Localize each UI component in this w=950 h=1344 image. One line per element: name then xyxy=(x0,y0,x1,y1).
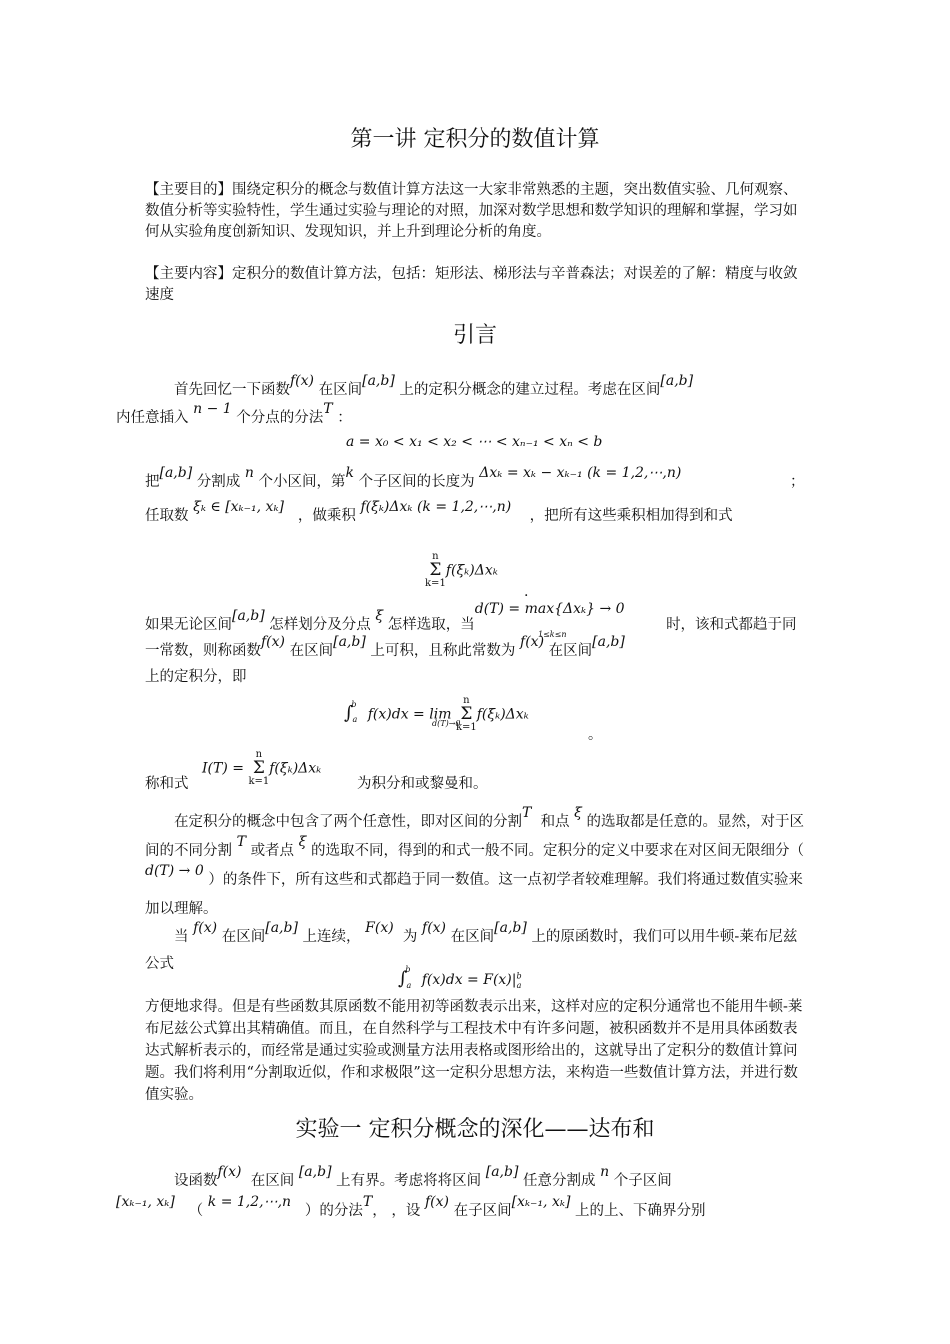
content-text: 定积分的数值计算方法，包括：矩形法、梯形法与辛普森法；对误差的了解：精度与收敛速度 xyxy=(145,266,798,303)
math-ab: [a,b] xyxy=(362,373,395,389)
math-fx: f(x) xyxy=(520,634,545,650)
math-T: T xyxy=(362,1194,373,1210)
math-dT-to-0: d(T) → 0 xyxy=(145,863,204,879)
math-k-range: k = 1,2,⋯,n xyxy=(207,1194,292,1210)
math-ab: [a,b] xyxy=(485,1164,519,1180)
content-paragraph xyxy=(145,264,807,306)
math-T: T xyxy=(236,834,246,850)
math-ab: [a,b] xyxy=(333,634,366,650)
math-fx: f(x) xyxy=(193,920,218,936)
math-ab: [a,b] xyxy=(265,920,298,936)
math-fx: f(x) xyxy=(217,1164,242,1180)
math-ab: [a,b] xyxy=(494,920,527,936)
experiment-1-heading: 实验一 定积分概念的深化——达布和 xyxy=(295,1117,655,1142)
math-T: T xyxy=(522,805,532,821)
math-xi-k: ξ xyxy=(375,608,384,624)
math-dT-max: d(T) = max{Δxₖ} → 0 xyxy=(474,601,625,617)
purpose-label: 【主要目的】 xyxy=(145,182,232,198)
integral-definition-formula: ∫$^b_a$ f(x)dx = lim n Σ k=1f(ξₖ)Δxₖ xyxy=(344,695,529,733)
newton-leibniz-formula: ∫$^b_a$ $f(x)dx = F(x)|^b_a$ xyxy=(398,965,522,990)
intro-paragraph-4: 如果无论区间[a,b] 怎样划分及分点 ξ 怎样选取，当d(T) = max{Δxₖ} → 0 时，该和式都趋于同一常数，则称函数f(x) 在区间[a,b] 上可积，且称此常数为 f(x) 在区间[a,b] 上的定积分，即 xyxy=(145,601,797,685)
period-mark: . xyxy=(524,584,529,600)
content-label: 【主要内容】 xyxy=(145,266,232,282)
riemann-sum-formula: n Σ k=1f(ξₖ)Δxₖ xyxy=(425,551,498,589)
math-n: n xyxy=(600,1164,610,1180)
experiment-1-paragraph: 设函数f(x) 在区间 [a,b] 上有界。考虑将将区间 [a,b] 任意分割成 n 个子区间 [xₖ₋₁, xₖ] （ k = 1,2,⋯,n ）的分法T， ，设 f(x) 在子区间[xₖ₋₁, xₖ] 上的上、下确界分别 xyxy=(116,1164,706,1219)
riemann-sum-IT: I(T) = n Σ k=1f(ξₖ)Δxₖ xyxy=(202,749,322,787)
math-n-minus-1: n − 1 xyxy=(193,401,232,417)
intro-heading: 引言 xyxy=(452,323,497,348)
intro-paragraph-3: 任取数 ξₖ ∈ [xₖ₋₁, xₖ] ，做乘积 f(ξₖ)Δxₖ (k = 1,2,⋯,n) ，把所有这些乘积相加得到和式 xyxy=(145,499,733,524)
math-T: T xyxy=(323,401,333,417)
lim-subscript: d(T)→0 xyxy=(432,719,461,728)
math-fx: f(x) xyxy=(422,920,447,936)
math-xi-in: ξₖ ∈ [xₖ₋₁, xₖ] xyxy=(193,499,285,515)
math-product: f(ξₖ)Δxₖ (k = 1,2,⋯,n) xyxy=(360,499,512,515)
intro-paragraph-1: 首先回忆一下函数f(x) 在区间[a,b] 上的定积分概念的建立过程。考虑在区间[a,b] 内任意插入 n − 1 个分点的分法T ： xyxy=(116,373,694,426)
intro-paragraph-5: 称和式 为积分和或黎曼和。 xyxy=(145,776,488,792)
circle-period: 。 xyxy=(588,727,602,743)
math-k: k xyxy=(345,465,355,481)
math-ab: [a,b] xyxy=(159,465,193,481)
intro-paragraph-6: 在定积分的概念中包含了两个任意性，即对区间的分割T 和点 ξ 的选取都是任意的。显然，对于区间的不同分割 T 或者点 ξ 的选取不同，得到的和式一般不同。定积分的定义中要求在对区间无限细分（ d(T) → 0 ）的条件下，所有这些和式都趋于同一数值。这一点初学者较难理解。我们将通过数值实验来加以理解。 xyxy=(145,805,804,917)
page-title: 第一讲 定积分的数值计算 xyxy=(350,127,600,152)
math-ab: [a,b] xyxy=(298,1164,332,1180)
math-fx: f(x) xyxy=(290,373,315,389)
math-ab: [a,b] xyxy=(592,634,625,650)
math-fx: f(x) xyxy=(261,634,286,650)
intro-paragraph-8: 方便地求得。但是有些函数其原函数不能用初等函数表示出来，这样对应的定积分通常也不能用牛顿-莱布尼兹公式算出其精确值。而且，在自然科学与工程技术中有许多问题，被积函数并不是用具体函数表达式解析表示的，而经常是通过实验或测量方法用表格或图形给出的，这就导出了定积分的数值计算问题。我们将利用“分割取近似，作和求极限”这一定积分思想方法，来构造一些数值计算方法，并进行数值实验。 xyxy=(145,999,803,1103)
partition-formula: a = x₀ < x₁ < x₂ < ⋯ < xₙ₋₁ < xₙ < b xyxy=(346,434,603,450)
math-delta-x: Δxₖ = xₖ − xₖ₋₁ (k = 1,2,⋯,n) xyxy=(479,465,682,481)
math-xi-k: ξ xyxy=(298,834,307,850)
math-ab: [a,b] xyxy=(232,608,265,624)
max-subscript: 1≤k≤n xyxy=(538,630,567,639)
math-sub-interval: [xₖ₋₁, xₖ] xyxy=(116,1194,175,1210)
intro-paragraph-7: 当 f(x) 在区间[a,b] 上连续， F(x) 为 f(x) 在区间[a,b] 上的原函数时，我们可以用牛顿-莱布尼兹公式 xyxy=(145,920,798,972)
math-fx: f(x) xyxy=(424,1194,449,1210)
math-sub-interval: [xₖ₋₁, xₖ] xyxy=(511,1194,571,1210)
math-n: n xyxy=(244,465,254,481)
math-xi-k: ξ xyxy=(574,805,582,821)
math-Fx: F(x) xyxy=(365,920,394,936)
math-ab: [a,b] xyxy=(660,373,694,389)
purpose-paragraph xyxy=(145,180,807,243)
purpose-text: 围绕定积分的概念与数值计算方法这一大家非常熟悉的主题，突出数值实验、几何观察、数值分析等实验特性，学生通过实验与理论的对照，加深对数学思想和数学知识的理解和掌握，学习如何从实验角度创新知识、发现知识，并上升到理论分析的角度。 xyxy=(145,182,798,240)
intro-paragraph-2: 把[a,b] 分割成 n 个小区间，第k 个子区间的长度为 Δxₖ = xₖ − xₖ₋₁ (k = 1,2,⋯,n) ； xyxy=(145,465,805,490)
